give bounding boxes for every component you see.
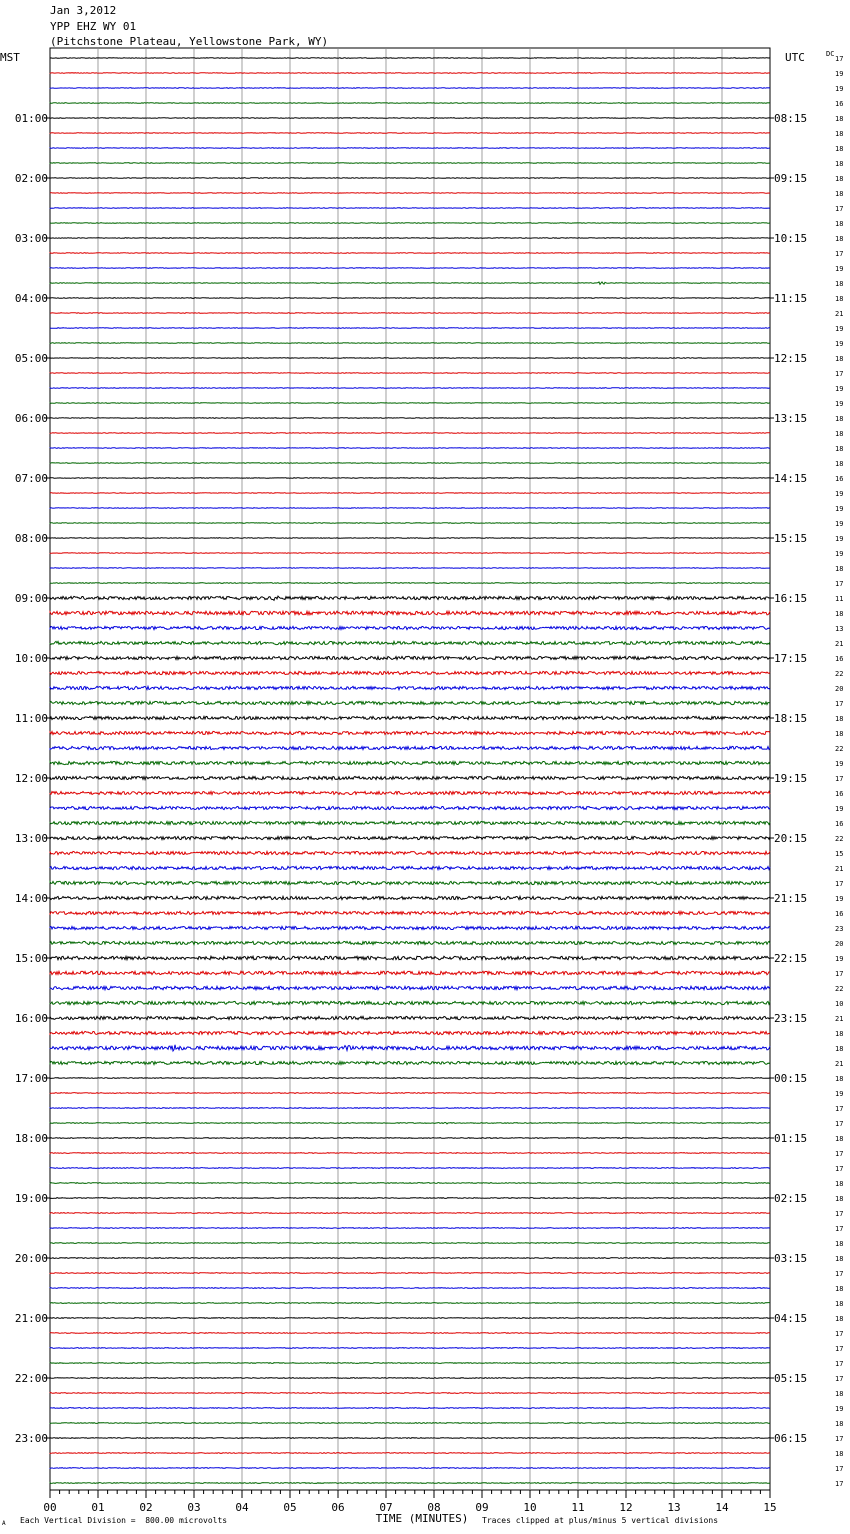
trace-row-84 — [50, 1318, 770, 1319]
trace-row-4 — [50, 118, 770, 119]
dc-offset-value: 17 — [835, 370, 844, 378]
dc-offset-value: 18 — [835, 1420, 844, 1428]
dc-offset-value: 18 — [835, 1075, 844, 1083]
trace-row-67 — [50, 1061, 770, 1064]
dc-offset-value: 17 — [835, 880, 844, 888]
dc-offset-value: 19 — [835, 340, 844, 348]
dc-offset-value: 18 — [835, 235, 844, 243]
dc-offset-value: 10 — [835, 1000, 844, 1008]
dc-offset-value: 18 — [835, 1045, 844, 1053]
dc-offset-value: 19 — [835, 760, 844, 768]
trace-row-75 — [50, 1183, 770, 1184]
dc-offset-value: 21 — [835, 1015, 844, 1023]
scale-note: Each Vertical Division = 800.00 microvolts — [20, 1516, 228, 1525]
trace-row-95 — [50, 1483, 770, 1484]
trace-row-43 — [50, 701, 770, 704]
x-tick-label: 08 — [427, 1501, 441, 1514]
plot-frame — [50, 48, 770, 1490]
trace-row-17 — [50, 313, 770, 314]
dc-offset-value: 18 — [835, 730, 844, 738]
x-tick-label: 14 — [715, 1501, 729, 1514]
dc-offset-value: 19 — [835, 955, 844, 963]
dc-offset-value: 20 — [835, 685, 844, 693]
dc-offset-value: 17 — [835, 205, 844, 213]
trace-row-65 — [50, 1031, 770, 1034]
trace-row-74 — [50, 1168, 770, 1169]
trace-row-64 — [50, 1016, 770, 1019]
hour-label-utc: 17:15 — [774, 652, 808, 665]
trace-row-27 — [50, 463, 770, 464]
dc-offset-value: 18 — [835, 1285, 844, 1293]
dc-offset-value: 18 — [835, 430, 844, 438]
dc-offset-value: 19 — [835, 1405, 844, 1413]
trace-row-19 — [50, 343, 770, 344]
trace-row-28 — [50, 478, 770, 479]
dc-offset-value: 21 — [835, 865, 844, 873]
x-tick-label: 09 — [475, 1501, 489, 1514]
trace-row-32 — [50, 538, 770, 539]
dc-offset-value: 17 — [835, 1345, 844, 1353]
trace-row-51 — [50, 821, 770, 824]
dc-offset-value: 18 — [835, 715, 844, 723]
hour-label-mst: 01:00 — [14, 112, 48, 125]
dc-offset-value: 18 — [835, 565, 844, 573]
hour-label-utc: 14:15 — [774, 472, 808, 485]
hour-label-mst: 18:00 — [14, 1132, 48, 1145]
dc-offset-value: 16 — [835, 820, 844, 828]
hour-label-utc: 10:15 — [774, 232, 808, 245]
trace-row-11 — [50, 223, 770, 224]
dc-offset-value: 18 — [835, 1030, 844, 1038]
dc-offset-value: 18 — [835, 160, 844, 168]
dc-offset-value: 18 — [835, 1315, 844, 1323]
trace-row-80 — [50, 1258, 770, 1259]
x-tick-label: 15 — [763, 1501, 777, 1514]
dc-offset-value: 17 — [835, 580, 844, 588]
station-location: (Pitchstone Plateau, Yellowstone Park, WY) — [50, 35, 329, 48]
hour-label-utc: 12:15 — [774, 352, 808, 365]
dc-offset-value: 18 — [835, 415, 844, 423]
trace-row-57 — [50, 911, 770, 914]
hour-label-mst: 05:00 — [14, 352, 48, 365]
x-tick-label: 05 — [283, 1501, 297, 1514]
hour-label-mst: 08:00 — [14, 532, 48, 545]
hour-label-mst: 10:00 — [14, 652, 48, 665]
trace-row-60 — [50, 956, 770, 959]
station-name: YPP EHZ WY 01 — [50, 20, 137, 33]
dc-offset-value: 19 — [835, 325, 844, 333]
trace-row-93 — [50, 1453, 770, 1454]
dc-offset-value: 22 — [835, 745, 844, 753]
hour-label-utc: 01:15 — [774, 1132, 808, 1145]
dc-offset-value: 23 — [835, 925, 844, 933]
hour-label-mst: 11:00 — [14, 712, 48, 725]
dc-offset-value: 19 — [835, 550, 844, 558]
dc-offset-value: 18 — [835, 1390, 844, 1398]
trace-row-36 — [50, 596, 770, 600]
trace-row-1 — [50, 73, 770, 74]
hour-label-utc: 03:15 — [774, 1252, 808, 1265]
trace-row-58 — [50, 926, 770, 929]
trace-row-77 — [50, 1213, 770, 1214]
trace-row-20 — [50, 358, 770, 359]
hour-label-utc: 06:15 — [774, 1432, 808, 1445]
trace-row-41 — [50, 671, 770, 674]
x-tick-label: 01 — [91, 1501, 105, 1514]
dc-offset-value: 18 — [835, 1300, 844, 1308]
dc-offset-value: 18 — [835, 1180, 844, 1188]
hour-label-utc: 23:15 — [774, 1012, 808, 1025]
x-tick-label: 02 — [139, 1501, 153, 1514]
dc-offset-value: 19 — [835, 385, 844, 393]
trace-row-48 — [50, 776, 770, 779]
hour-label-mst: 15:00 — [14, 952, 48, 965]
dc-header: DC — [826, 50, 835, 58]
hour-label-mst: 04:00 — [14, 292, 48, 305]
dc-offset-value: 21 — [835, 1060, 844, 1068]
trace-row-63 — [50, 1001, 770, 1004]
dc-offset-value: 11 — [835, 595, 844, 603]
hour-label-utc: 09:15 — [774, 172, 808, 185]
x-tick-label: 13 — [667, 1501, 681, 1514]
dc-offset-value: 18 — [835, 145, 844, 153]
hour-label-utc: 19:15 — [774, 772, 808, 785]
trace-row-87 — [50, 1363, 770, 1364]
dc-offset-value: 17 — [835, 1270, 844, 1278]
dc-offset-value: 18 — [835, 610, 844, 618]
hour-label-mst: 23:00 — [14, 1432, 48, 1445]
trace-row-68 — [50, 1078, 770, 1079]
dc-offset-value: 21 — [835, 310, 844, 318]
x-axis-title: TIME (MINUTES) — [375, 1512, 469, 1525]
x-tick-label: 10 — [523, 1501, 537, 1514]
dc-offset-value: 17 — [835, 1120, 844, 1128]
hour-label-utc: 21:15 — [774, 892, 808, 905]
dc-offset-value: 16 — [835, 100, 844, 108]
dc-offset-value: 20 — [835, 940, 844, 948]
chart-date: Jan 3,2012 — [50, 4, 117, 17]
hour-label-utc: 15:15 — [774, 532, 808, 545]
x-tick-label: 12 — [619, 1501, 633, 1514]
dc-offset-value: 16 — [835, 790, 844, 798]
dc-offset-value: 19 — [835, 535, 844, 543]
trace-row-22 — [50, 388, 770, 389]
trace-row-73 — [50, 1153, 770, 1154]
clip-note: Traces clipped at plus/minus 5 vertical divisions — [482, 1516, 719, 1525]
dc-offset-value: 18 — [835, 175, 844, 183]
trace-row-13 — [50, 253, 770, 254]
dc-offset-value: 17 — [835, 970, 844, 978]
dc-offset-value: 16 — [835, 655, 844, 663]
dc-offset-value: 19 — [835, 805, 844, 813]
trace-row-45 — [50, 731, 770, 734]
hour-label-mst: 03:00 — [14, 232, 48, 245]
dc-offset-value: 18 — [835, 130, 844, 138]
dc-offset-value: 17 — [835, 1165, 844, 1173]
hour-label-utc: 22:15 — [774, 952, 808, 965]
dc-offset-value: 19 — [835, 505, 844, 513]
dc-offset-value: 18 — [835, 1240, 844, 1248]
trace-row-86 — [50, 1348, 770, 1349]
trace-row-70 — [50, 1108, 770, 1109]
dc-offset-value: 18 — [835, 1255, 844, 1263]
trace-row-61 — [50, 971, 770, 974]
trace-row-62 — [50, 986, 770, 989]
trace-row-69 — [50, 1093, 770, 1094]
dc-offset-value: 19 — [835, 85, 844, 93]
hour-label-utc: 18:15 — [774, 712, 808, 725]
hour-label-utc: 11:15 — [774, 292, 808, 305]
dc-offset-value: 18 — [835, 190, 844, 198]
trace-row-14 — [50, 268, 770, 269]
trace-row-92 — [50, 1438, 770, 1439]
dc-offset-value: 18 — [835, 1135, 844, 1143]
hour-label-mst: 02:00 — [14, 172, 48, 185]
dc-offset-value: 19 — [835, 400, 844, 408]
dc-offset-value: 17 — [835, 1210, 844, 1218]
trace-row-40 — [50, 656, 770, 659]
hour-label-mst: 06:00 — [14, 412, 48, 425]
hour-label-mst: 12:00 — [14, 772, 48, 785]
dc-offset-value: 18 — [835, 1195, 844, 1203]
dc-offset-value: 17 — [835, 1435, 844, 1443]
trace-row-25 — [50, 433, 770, 434]
hour-label-utc: 02:15 — [774, 1192, 808, 1205]
trace-row-56 — [50, 896, 770, 899]
dc-offset-value: 18 — [835, 295, 844, 303]
dc-offset-value: 22 — [835, 835, 844, 843]
hour-label-mst: 13:00 — [14, 832, 48, 845]
dc-offset-value: 18 — [835, 115, 844, 123]
dc-offset-value: 19 — [835, 1090, 844, 1098]
dc-offset-value: 19 — [835, 490, 844, 498]
x-tick-label: 07 — [379, 1501, 393, 1514]
hour-label-mst: 20:00 — [14, 1252, 48, 1265]
trace-row-21 — [50, 373, 770, 374]
hour-label-mst: 09:00 — [14, 592, 48, 605]
hour-label-mst: 16:00 — [14, 1012, 48, 1025]
dc-offset-value: 16 — [835, 910, 844, 918]
dc-offset-value: 17 — [835, 1150, 844, 1158]
trace-row-88 — [50, 1378, 770, 1379]
dc-offset-value: 17 — [835, 775, 844, 783]
trace-row-90 — [50, 1408, 770, 1409]
hour-label-mst: 22:00 — [14, 1372, 48, 1385]
trace-row-2 — [50, 88, 770, 89]
x-tick-label: 06 — [331, 1501, 345, 1514]
hour-label-utc: 13:15 — [774, 412, 808, 425]
trace-row-85 — [50, 1333, 770, 1334]
trace-row-66 — [50, 1045, 770, 1051]
trace-row-29 — [50, 493, 770, 494]
dc-offset-value: 17 — [835, 1225, 844, 1233]
timezone-label-mst: MST — [0, 51, 20, 64]
trace-row-3 — [50, 103, 770, 104]
trace-row-23 — [50, 403, 770, 404]
dc-offset-value: 17 — [835, 1465, 844, 1473]
dc-offset-value: 17 — [835, 55, 844, 63]
trace-row-5 — [50, 133, 770, 134]
hour-label-mst: 19:00 — [14, 1192, 48, 1205]
dc-offset-value: 18 — [835, 280, 844, 288]
trace-row-39 — [50, 641, 770, 644]
trace-row-12 — [50, 238, 770, 239]
trace-row-94 — [50, 1468, 770, 1469]
trace-row-46 — [50, 746, 770, 749]
dc-offset-value: 21 — [835, 640, 844, 648]
x-tick-label: 04 — [235, 1501, 249, 1514]
trace-row-54 — [50, 866, 770, 869]
trace-row-52 — [50, 836, 770, 839]
trace-row-34 — [50, 568, 770, 569]
corner-mark: A — [2, 1520, 6, 1527]
x-tick-label: 00 — [43, 1501, 57, 1514]
trace-row-33 — [50, 553, 770, 554]
trace-row-81 — [50, 1273, 770, 1274]
trace-row-9 — [50, 193, 770, 194]
dc-offset-value: 17 — [835, 1480, 844, 1488]
timezone-label-utc: UTC — [785, 51, 805, 64]
trace-row-76 — [50, 1198, 770, 1199]
dc-offset-value: 19 — [835, 70, 844, 78]
dc-offset-value: 19 — [835, 265, 844, 273]
hour-label-mst: 07:00 — [14, 472, 48, 485]
trace-row-44 — [50, 716, 770, 719]
trace-row-42 — [50, 686, 770, 689]
trace-row-8 — [50, 178, 770, 179]
hour-label-utc: 05:15 — [774, 1372, 808, 1385]
trace-row-89 — [50, 1393, 770, 1394]
dc-offset-value: 17 — [835, 1360, 844, 1368]
trace-row-16 — [50, 298, 770, 299]
trace-row-78 — [50, 1228, 770, 1229]
trace-row-91 — [50, 1423, 770, 1424]
dc-offset-value: 22 — [835, 670, 844, 678]
hour-label-mst: 17:00 — [14, 1072, 48, 1085]
dc-offset-value: 18 — [835, 460, 844, 468]
dc-offset-value: 15 — [835, 850, 844, 858]
trace-row-31 — [50, 523, 770, 524]
hour-label-utc: 08:15 — [774, 112, 808, 125]
trace-row-72 — [50, 1138, 770, 1139]
hour-label-utc: 04:15 — [774, 1312, 808, 1325]
trace-row-24 — [50, 418, 770, 419]
trace-row-79 — [50, 1243, 770, 1244]
trace-row-82 — [50, 1288, 770, 1289]
x-tick-label: 11 — [571, 1501, 585, 1514]
dc-offset-value: 19 — [835, 895, 844, 903]
trace-row-55 — [50, 881, 770, 884]
dc-offset-value: 18 — [835, 220, 844, 228]
trace-row-26 — [50, 448, 770, 449]
dc-offset-value: 17 — [835, 1330, 844, 1338]
dc-offset-value: 22 — [835, 985, 844, 993]
trace-row-53 — [50, 851, 770, 854]
trace-row-0 — [50, 58, 770, 59]
hour-label-utc: 20:15 — [774, 832, 808, 845]
trace-row-35 — [50, 583, 770, 584]
trace-row-47 — [50, 761, 770, 764]
trace-row-30 — [50, 508, 770, 509]
trace-row-38 — [50, 626, 770, 629]
dc-offset-value: 17 — [835, 1375, 844, 1383]
trace-row-6 — [50, 148, 770, 149]
dc-offset-value: 18 — [835, 355, 844, 363]
dc-offset-value: 17 — [835, 1105, 844, 1113]
dc-offset-value: 18 — [835, 1450, 844, 1458]
hour-label-utc: 16:15 — [774, 592, 808, 605]
hour-label-utc: 00:15 — [774, 1072, 808, 1085]
dc-offset-value: 18 — [835, 445, 844, 453]
hour-label-mst: 14:00 — [14, 892, 48, 905]
dc-offset-value: 17 — [835, 700, 844, 708]
dc-offset-value: 17 — [835, 250, 844, 258]
trace-row-59 — [50, 941, 770, 944]
dc-offset-value: 16 — [835, 475, 844, 483]
trace-row-10 — [50, 208, 770, 209]
dc-offset-value: 19 — [835, 520, 844, 528]
hour-label-mst: 21:00 — [14, 1312, 48, 1325]
x-tick-label: 03 — [187, 1501, 201, 1514]
trace-row-83 — [50, 1303, 770, 1304]
trace-row-71 — [50, 1122, 770, 1124]
trace-row-15 — [50, 282, 770, 285]
trace-row-49 — [50, 791, 770, 794]
dc-offset-value: 13 — [835, 625, 844, 633]
trace-row-50 — [50, 806, 770, 809]
trace-row-37 — [50, 611, 770, 615]
trace-row-18 — [50, 328, 770, 329]
trace-row-7 — [50, 163, 770, 164]
